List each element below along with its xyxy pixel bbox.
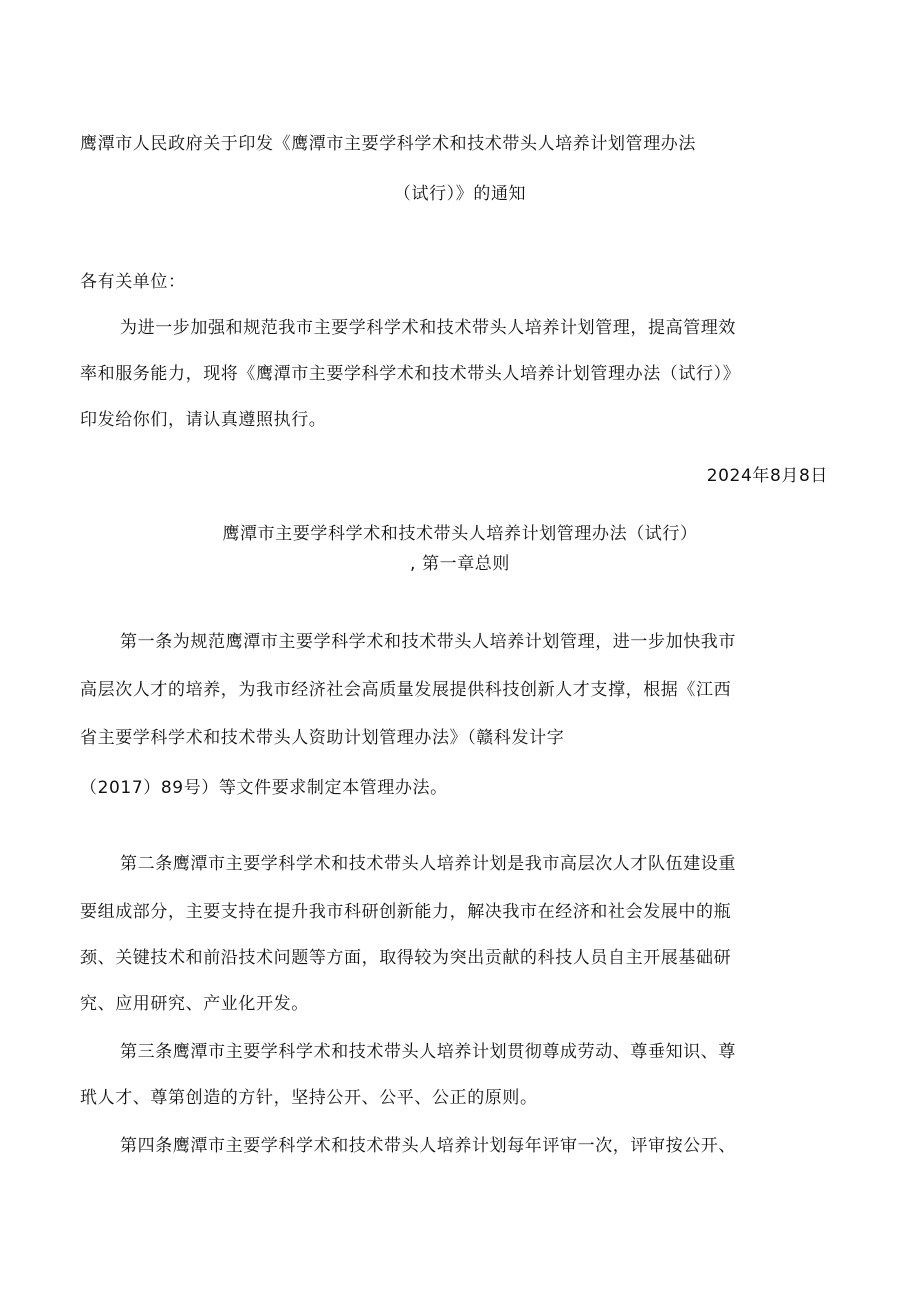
article-1-line: （2017）89号）等文件要求制定本管理办法。 bbox=[80, 778, 448, 798]
issue-date: 2024年8月8日 bbox=[706, 466, 828, 486]
article-2-line: 颈、关键技术和前沿技术问题等方面，取得较为突出贡献的科技人员自主开展基础研 bbox=[80, 948, 732, 968]
article-1-line: 高层次人才的培养，为我市经济社会高质量发展提供科技创新人才支撑，根据《江西 bbox=[80, 680, 732, 700]
article-2-line: 第二条鹰潭市主要学科学术和技术带头人培养计划是我市高层次人才队伍建设重 bbox=[120, 854, 736, 874]
intro-line: 印发给你们，请认真遵照执行。 bbox=[80, 410, 327, 430]
sub-title: 鹰潭市主要学科学术和技术带头人培养计划管理办法（试行） bbox=[222, 524, 698, 544]
article-2-line: 究、应用研究、产业化开发。 bbox=[80, 994, 309, 1014]
article-3-line: 第三条鹰潭市主要学科学术和技术带头人培养计划贯彻尊成劳动、尊垂知识、尊 bbox=[120, 1042, 736, 1062]
chapter-heading: , 第一章总则 bbox=[409, 554, 510, 574]
article-2-line: 要组成部分，主要支持在提升我市科研创新能力，解决我市在经济和社会发展中的瓶 bbox=[80, 902, 732, 922]
article-4-line: 第四条鹰潭市主要学科学术和技术带头人培养计划每年评审一次，评审按公开、 bbox=[120, 1136, 736, 1156]
intro-line: 率和服务能力，现将《鹰潭市主要学科学术和技术带头人培养计划管理办法（试行）》 bbox=[80, 364, 741, 384]
salutation: 各有关单位： bbox=[80, 272, 186, 292]
article-1-line: 第一条为规范鹰潭市主要学科学术和技术带头人培养计划管理，进一步加快我市 bbox=[120, 632, 736, 652]
intro-line: 为进一步加强和规范我市主要学科学术和技术带头人培养计划管理，提高管理效 bbox=[120, 318, 736, 338]
article-1-line: 省主要学科学术和技术带头人资助计划管理办法》（赣科发计字 bbox=[80, 728, 565, 748]
article-3-line: 玳人才、尊第创造的方针，坚持公开、公平、公正的原则。 bbox=[80, 1088, 538, 1108]
title-line-2: （试行）》的通知 bbox=[393, 184, 527, 204]
title-line-1: 鹰潭市人民政府关于印发《鹰潭市主要学科学术和技术带头人培养计划管理办法 bbox=[80, 134, 696, 154]
